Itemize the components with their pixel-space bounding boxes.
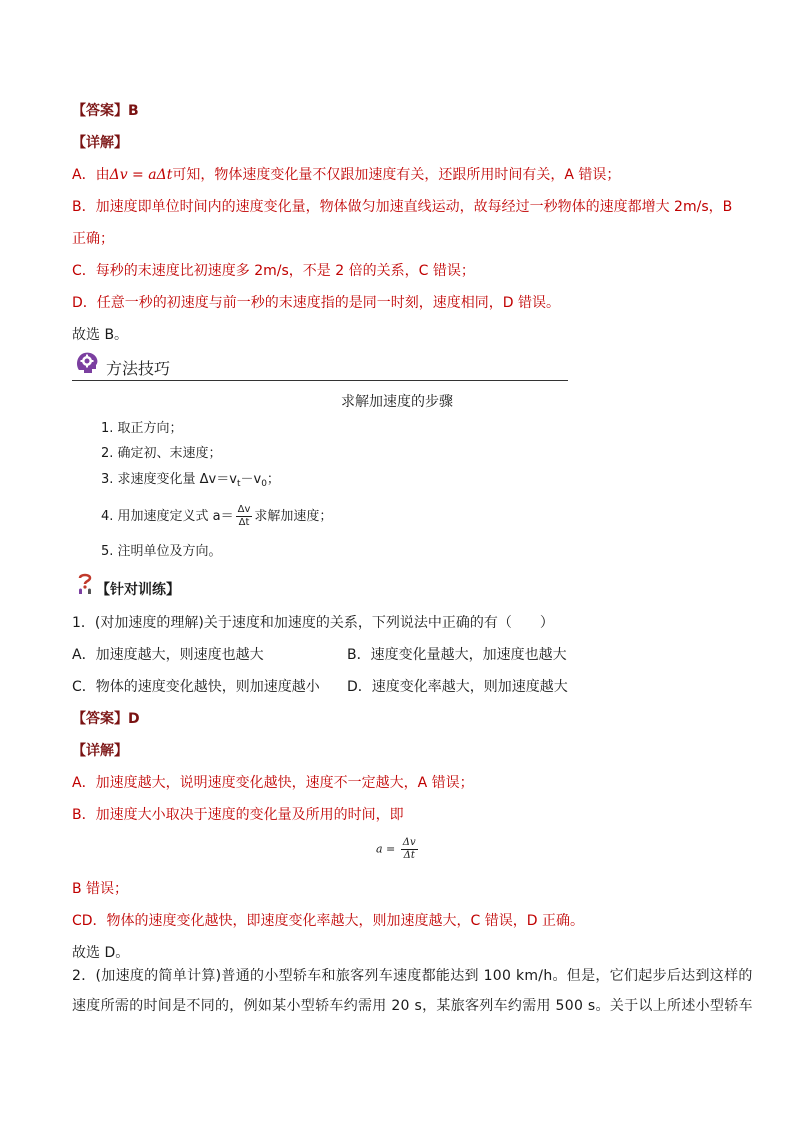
step-3-suffix: ； [266, 472, 280, 487]
explanation-c: C．每秒的末速度比初速度多 2m/s，不是 2 倍的关系，C 错误； [72, 263, 475, 279]
steps-title: 求解加速度的步骤 [341, 394, 453, 410]
formula-denominator: Δt [403, 850, 415, 861]
answer-tag: 【答案】 [72, 711, 128, 727]
explanation-a-suffix: 可知，物体速度变化量不仅跟加速度有关，还跟所用时间有关，A 错误； [172, 167, 621, 183]
detail-tag-1: 【详解】 [72, 135, 128, 151]
explanation-a [72, 165, 620, 185]
acceleration-formula [376, 837, 420, 862]
question-1-option-d: D．速度变化率越大，则加速度越大 [347, 679, 568, 695]
method-section-header [72, 350, 568, 381]
answer-value: B [128, 103, 139, 119]
answer-line-2 [72, 709, 140, 729]
fraction-numerator: Δv [237, 504, 251, 515]
answer-line-1 [72, 101, 139, 121]
explanation-d: D．任意一秒的初速度与前一秒的末速度指的是同一时刻，速度相同，D 错误。 [72, 295, 561, 311]
explanation-2-b: B．加速度大小取决于速度的变化量及所用的时间，即 [72, 807, 404, 823]
question-person-icon [76, 572, 94, 594]
question-1-stem: 1．(对加速度的理解)关于速度和加速度的关系，下列说法中正确的有（ ） [72, 615, 554, 631]
method-title: 方法技巧 [106, 359, 171, 378]
formula-lhs: a = [376, 842, 396, 856]
conclusion-1: 故选 B。 [72, 327, 129, 343]
question-1-option-b: B．速度变化量越大，加速度也越大 [347, 647, 567, 663]
step-4 [101, 502, 332, 532]
formula-delta-v: Δv [109, 167, 128, 183]
formula-numerator: Δv [402, 837, 416, 848]
answer-value: D [128, 711, 140, 727]
step-3-sub-t: t [236, 479, 241, 489]
explanation-2-a: A．加速度越大，说明速度变化越快，速度不一定越大，A 错误； [72, 775, 474, 791]
conclusion-2: 故选 D。 [72, 945, 130, 961]
question-1-option-a: A．加速度越大，则速度也越大 [72, 647, 264, 663]
acceleration-fraction [236, 504, 253, 529]
step-5: 5. 注明单位及方向。 [101, 544, 222, 559]
formula-equals: = [127, 167, 149, 183]
step-2: 2. 确定初、末速度； [101, 446, 222, 461]
step-3-prefix: 3. 求速度变化量 Δv＝v [101, 472, 237, 487]
explanation-b-line1: B．加速度即单位时间内的速度变化量，物体做匀加速直线运动，故每经过一秒物体的速度都增大 2m/s，B [72, 199, 733, 215]
training-tag: 【针对训练】 [96, 582, 180, 598]
explanation-2-b-result: B 错误； [72, 881, 129, 897]
fraction-denominator: Δt [238, 517, 250, 528]
question-1-option-c: C．物体的速度变化越快，则加速度越小 [72, 679, 320, 695]
detail-tag-2: 【详解】 [72, 743, 128, 759]
explanation-a-prefix: A．由 [72, 167, 110, 183]
step-3-mid: －v [240, 472, 262, 487]
step-3 [101, 471, 280, 493]
explanation-2-cd: CD．物体的速度变化越快，即速度变化率越大，则加速度越大，C 错误，D 正确。 [72, 913, 585, 929]
step-4-prefix: 4. 用加速度定义式 a＝ [101, 509, 234, 524]
formula-fraction [401, 837, 418, 862]
brain-gear-icon [74, 350, 100, 376]
formula-a-delta-t: aΔt [148, 167, 173, 183]
question-2-line2: 速度所需的时间是不同的，例如某小型轿车约需用 20 s，某旅客列车约需用 500 s。关于以上所述小型轿车 [72, 998, 753, 1014]
explanation-b-line2: 正确； [72, 231, 114, 247]
step-3-sub-0: 0 [261, 479, 267, 489]
question-2-line1: 2．(加速度的简单计算)普通的小型轿车和旅客列车速度都能达到 100 km/h。但是，它们起步后达到这样的 [72, 968, 753, 984]
answer-tag: 【答案】 [72, 103, 128, 119]
step-4-suffix: 求解加速度； [254, 509, 333, 524]
step-1: 1. 取正方向； [101, 421, 183, 436]
